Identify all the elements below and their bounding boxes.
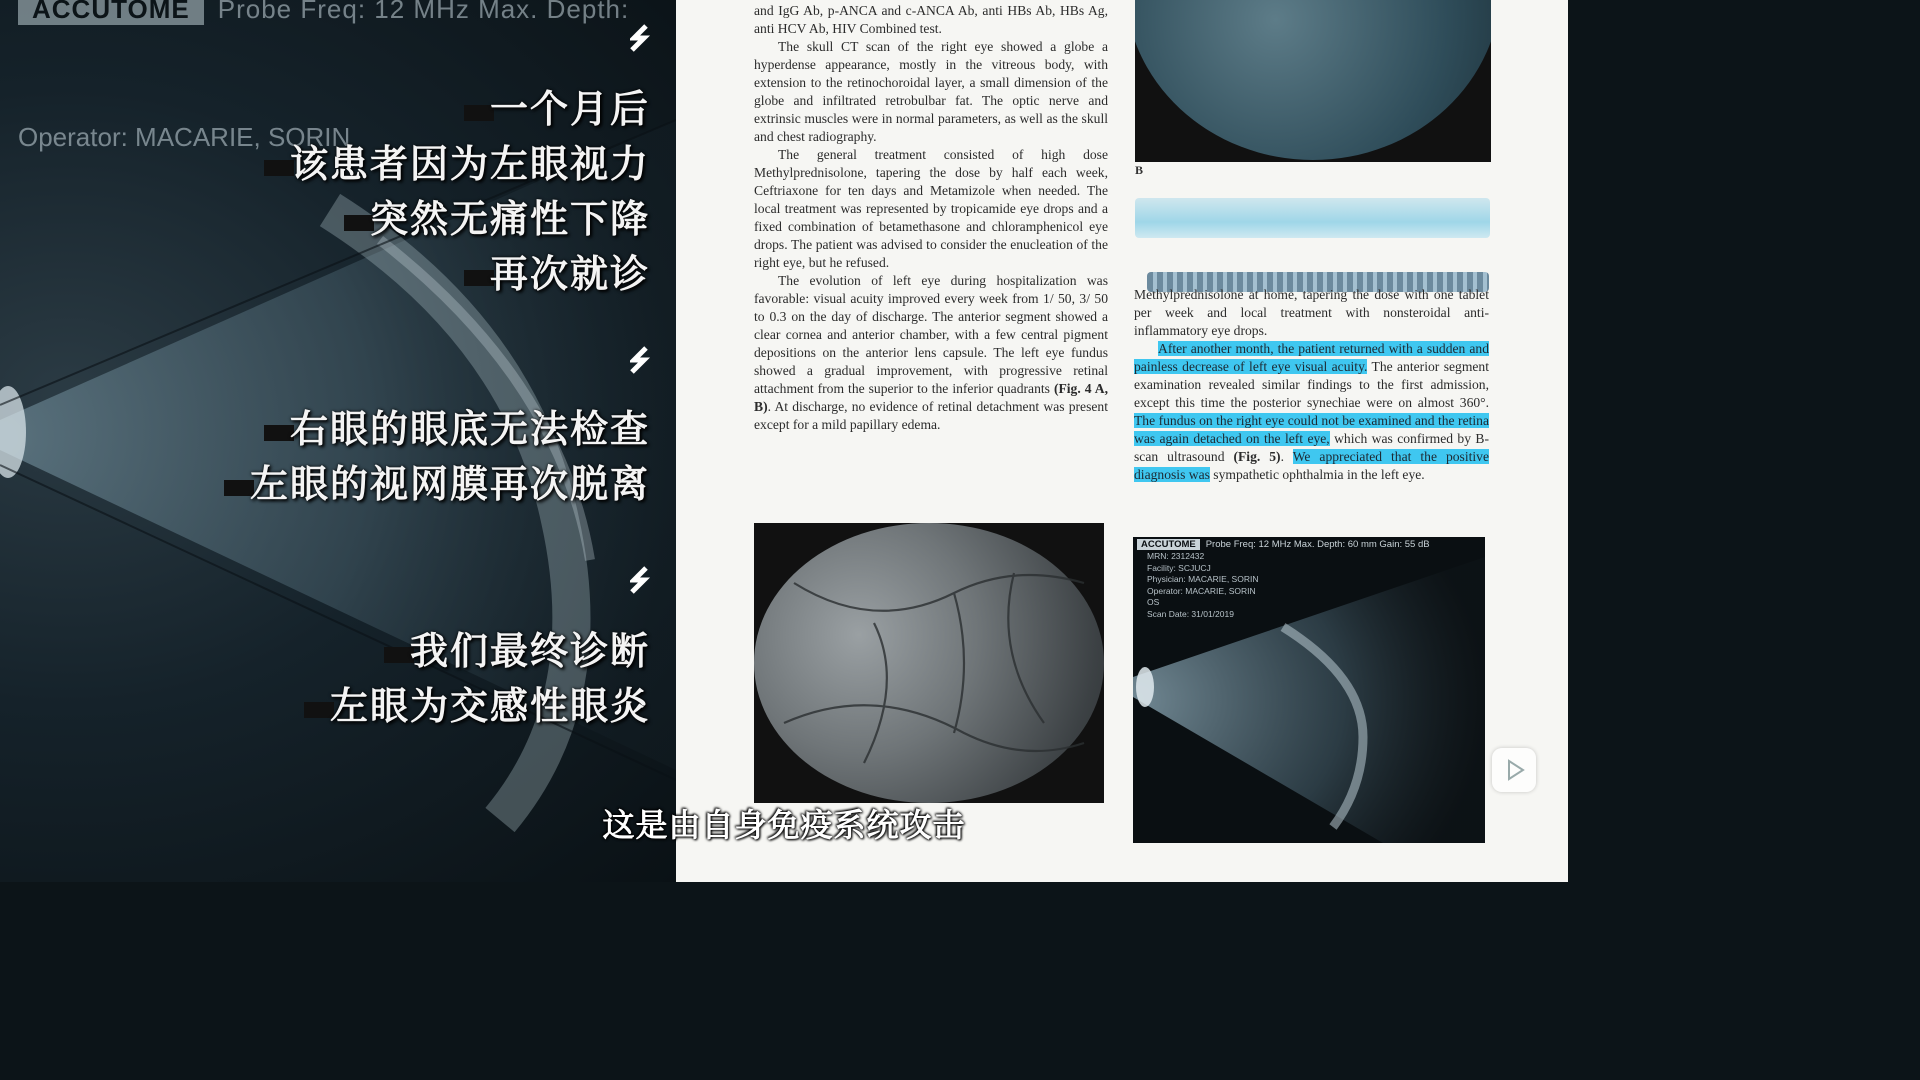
paragraph: After another month, the patient returned with a sudden and painless decrease of left eye visual acuity. The anterior segment examination revealed similar findings to the first admission, except this time the posterior synechiae were on almost 360°. The fundus on the right eye could not be examined and the retina was again detached on the left eye, which was confirmed by B-scan ultrasound (Fig. 5). We appreciated that the positive diagnosis was sympathetic ophthalmia in the left eye. xyxy=(1134,341,1489,482)
double-slash-icon xyxy=(630,346,654,382)
operator-text: Operator: MACARIE, SORIN xyxy=(18,122,351,152)
caption-line: 再次就诊 xyxy=(464,243,650,298)
caption-line: 我们最终诊断 xyxy=(384,620,650,675)
caption-line: 一个月后 xyxy=(464,78,650,133)
paragraph: The general treatment consisted of high dose Methylprednisolone, tapering the dose by half each week, Ceftriaxone for ten days and Metamizole when needed. The local treatment was represented by tropicamide eye drops and a fixed combination of betamethasone and chloramphenicol eye drops. The patient was advised to consider the enucleation of the right eye, but he refused. xyxy=(754,147,1108,270)
double-slash-icon xyxy=(630,566,654,602)
accutome-logo: ACCUTOME xyxy=(18,0,204,25)
caption-line: 左眼为交感性眼炎 xyxy=(304,675,650,730)
paragraph: Methylprednisolone at home, tapering the dose with one tablet per week and local treatment with nonsteroidal anti-inflammatory eye drops. xyxy=(1134,287,1489,338)
highlighted-text: We appreciated that the positive diagnosis was xyxy=(1134,449,1489,482)
fig5-reference: (Fig. 5) xyxy=(1233,449,1281,464)
paragraph: The skull CT scan of the right eye showed a globe a hyperdense appearance, mostly in the vitreous body, with extension to the retinochoroidal layer, a small dimension of the globe and infiltrated retrobulbar fat. The optic nerve and extrinsic muscles were in normal parameters, as well as the skull and chest radiography. xyxy=(754,39,1108,144)
fundus-photo-figure xyxy=(754,523,1104,803)
caption-line: 右眼的眼底无法检查 xyxy=(264,398,650,453)
double-slash-icon xyxy=(630,24,654,60)
probe-info: Probe Freq: 12 MHz Max. Depth: xyxy=(217,0,630,24)
fig4-reference: (Fig. 4 A, B) xyxy=(754,381,1108,414)
play-button[interactable] xyxy=(1492,748,1536,792)
caption-line: 突然无痛性下降 xyxy=(344,188,650,243)
fundus-photo-b xyxy=(1135,0,1491,162)
ultrasound-header-text xyxy=(18,0,629,25)
article-left-column xyxy=(754,2,1108,434)
bscan-metadata: MRN: 2312432 Facility: SCJUCJ Physician: MACARIE, SORIN Operator: MACARIE, SORIN OS Scan Date: 31/01/2019 xyxy=(1147,551,1259,619)
caption-line: 该患者因为左眼视力 xyxy=(264,133,650,188)
video-subtitle: 这是由自身免疫系统攻击 xyxy=(602,806,966,844)
paragraph: and IgG Ab, p-ANCA and c-ANCA Ab, anti HBs Ab, HBs Ag, anti HCV Ab, HIV Combined test. xyxy=(754,3,1108,36)
bscan-ultrasound-figure xyxy=(1133,537,1485,843)
retinal-vessels-graphic xyxy=(754,523,1104,803)
caption-line: 左眼的视网膜再次脱离 xyxy=(224,453,650,508)
ultrasound-background-panel xyxy=(0,0,676,882)
highlighted-text: The fundus on the right eye could not be examined and the retina was again detached on the left eye, xyxy=(1134,413,1489,446)
paragraph: The evolution of left eye during hospitalization was favorable: visual acuity improved every week from 1/ 50, 3/ 50 to 0.3 on the day of discharge. The anterior segment showed a clear cornea and anterior chamber, with a few central pigment depositions on the anterior lens capsule. The left eye fundus showed a gradual improvement, with progressive retinal attachment from the superior to the inferior quadrants (Fig. 4 A, B). At discharge, no evidence of retinal detachment was present except for a mild papillary edema. xyxy=(754,273,1108,432)
play-icon xyxy=(1492,748,1536,792)
figure-label-b: B xyxy=(1135,163,1144,177)
article-right-column xyxy=(1134,286,1489,484)
fundus-image xyxy=(1135,0,1491,160)
highlighted-text: After another month, the patient returned with a sudden and painless decrease of left eye visual acuity. xyxy=(1134,341,1489,374)
bscan-header: ACCUTOME Probe Freq: 12 MHz Max. Depth: 60 mm Gain: 55 dB xyxy=(1137,539,1430,550)
blurred-region xyxy=(1135,198,1490,238)
